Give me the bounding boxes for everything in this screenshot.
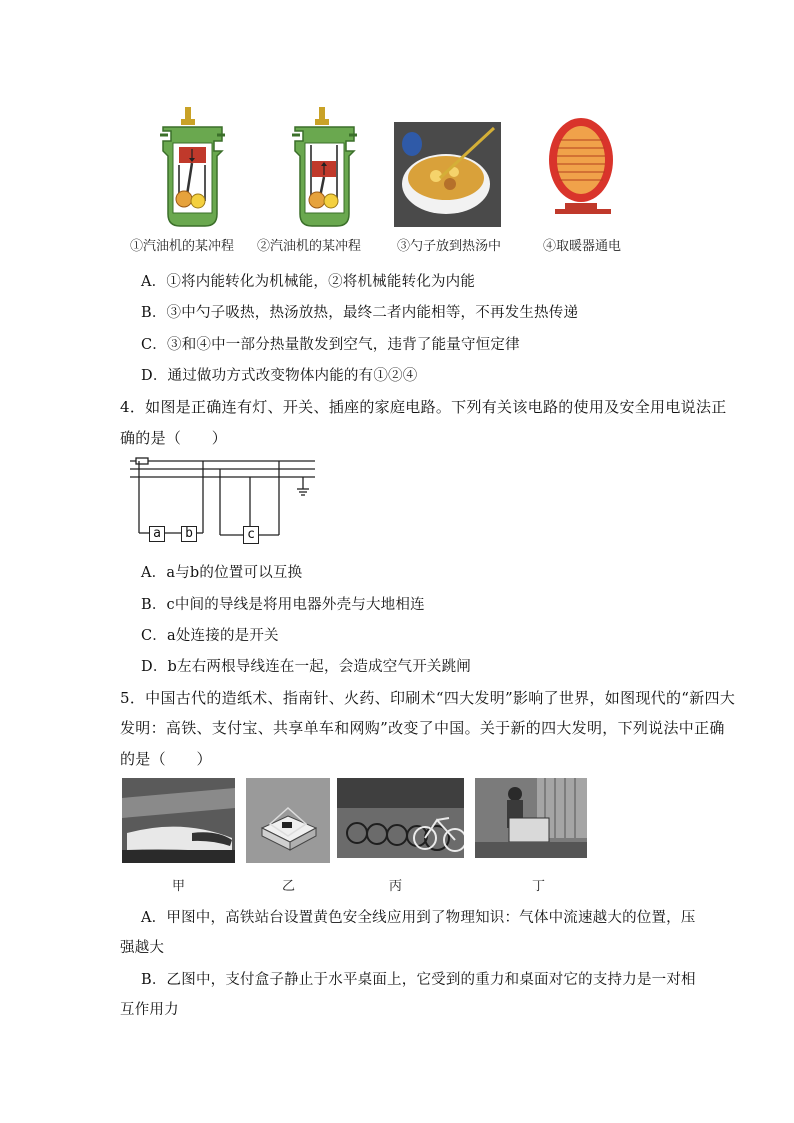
soup-bowl-illustration — [394, 122, 501, 227]
soup-spoon-photo — [394, 122, 501, 227]
photo-caption-ding: 丁 — [532, 879, 546, 894]
q3-option-b[interactable]: B．③中勺子吸热，热汤放热，最终二者内能相等，不再发生热传递 — [141, 305, 579, 321]
figure-caption-4: ④取暖器通电 — [543, 239, 622, 254]
bikes-illustration — [337, 778, 464, 858]
photo-caption-jia: 甲 — [172, 879, 186, 894]
q5-stem-line2: 发明：高铁、支付宝、共享单车和网购”改变了中国。关于新的四大发明，下列说法中正确 — [120, 719, 725, 737]
engine-diagram-2 — [287, 105, 362, 230]
q5-option-b-line1[interactable]: B．乙图中，支付盒子静止于水平桌面上，它受到的重力和桌面对它的支持力是一对相 — [141, 972, 696, 988]
photo-caption-bing: 丙 — [389, 879, 403, 894]
circuit-label-a: a — [149, 526, 165, 542]
heater-illustration — [545, 115, 617, 220]
figure-caption-2: ②汽油机的某冲程 — [257, 239, 362, 254]
delivery-illustration — [475, 778, 587, 858]
q5-stem-line3: 的是（ ） — [120, 750, 212, 768]
q4-stem-line2: 确的是（ ） — [120, 429, 228, 447]
engine-2-illustration — [287, 105, 362, 230]
engine-diagram-1 — [155, 105, 230, 230]
q5-option-a-line2: 强越大 — [120, 940, 165, 956]
shared-bikes-photo — [337, 778, 464, 858]
payment-box-photo — [246, 778, 330, 863]
q4-stem-line1: 4．如图是正确连有灯、开关、插座的家庭电路。下列有关该电路的使用及安全用电说法正 — [120, 398, 727, 416]
q4-option-d[interactable]: D．b左右两根导线连在一起，会造成空气开关跳闸 — [141, 659, 472, 675]
heater-photo — [545, 115, 617, 220]
engine-1-illustration — [155, 105, 230, 230]
q3-option-d[interactable]: D．通过做功方式改变物体内能的有①②④ — [141, 368, 418, 384]
q4-option-a[interactable]: A．a与b的位置可以互换 — [141, 565, 303, 581]
circuit-label-b: b — [181, 526, 197, 542]
q5-option-a-line1[interactable]: A．甲图中，高铁站台设置黄色安全线应用到了物理知识：气体中流速越大的位置，压 — [141, 910, 696, 926]
online-shopping-photo — [475, 778, 587, 858]
q3-option-c[interactable]: C．③和④中一部分热量散发到空气，违背了能量守恒定律 — [141, 337, 520, 353]
figure-caption-1: ①汽油机的某冲程 — [130, 239, 235, 254]
q4-option-c[interactable]: C．a处连接的是开关 — [141, 628, 279, 644]
photo-caption-yi: 乙 — [282, 879, 296, 894]
q5-option-b-line2: 互作用力 — [120, 1002, 179, 1018]
q4-option-b[interactable]: B．c中间的导线是将用电器外壳与大地相连 — [141, 597, 425, 613]
circuit-label-c: c — [243, 526, 259, 544]
high-speed-rail-photo — [122, 778, 235, 863]
train-illustration — [122, 778, 235, 863]
household-circuit-diagram — [125, 453, 320, 548]
q5-stem-line1: 5．中国古代的造纸术、指南针、火药、印刷术“四大发明”影响了世界，如图现代的“新四大 — [120, 689, 736, 707]
q3-option-a[interactable]: A．①将内能转化为机械能，②将机械能转化为内能 — [141, 274, 476, 290]
payment-box-illustration — [246, 778, 330, 863]
figure-caption-3: ③勺子放到热汤中 — [397, 239, 502, 254]
